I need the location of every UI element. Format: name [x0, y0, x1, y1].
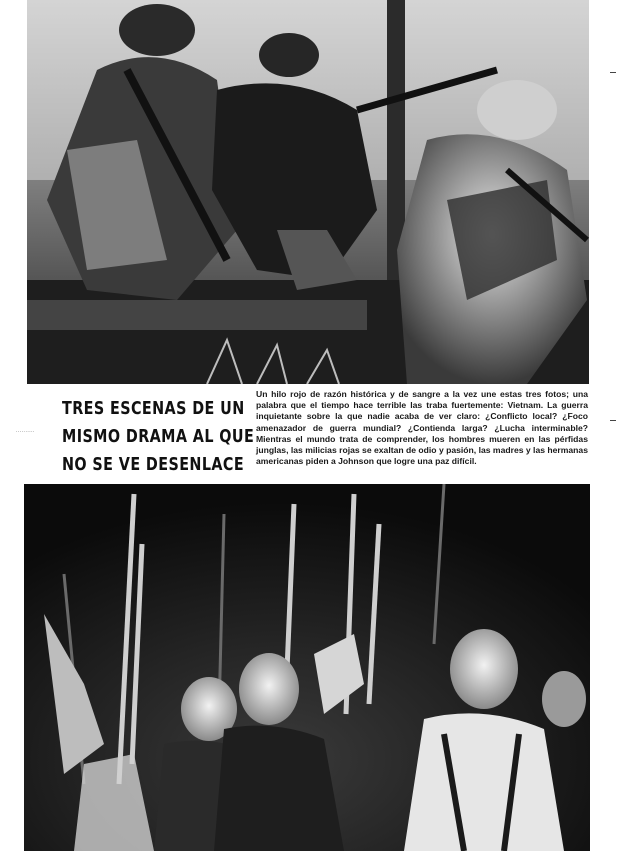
- margin-tick: [610, 72, 616, 73]
- headline-line-1: TRES ESCENAS DE UN: [62, 399, 245, 419]
- margin-tick: [610, 420, 616, 421]
- body-text: Un hilo rojo de razón histórica y de sangre a la vez une estas tres fotos; una palabra que el tiempo hace terrible las traba fuertemente: Vietnam. La guerra inquietante sobre la que nadie acaba de ver claro: ¿Conflicto local? ¿Foco amenazador de guerra mundial? ¿Contienda larga? ¿Lucha interminable? Mientras el mundo trata de comprender, los hombres mueren en las pérfidas junglas, las milicias rojas se exaltan de odio y pasión, las madres y las hermanas americanas piden a Johnson que logre una paz difícil.: [256, 389, 588, 467]
- page-margin-right: [598, 0, 620, 851]
- headline-line-3: NO SE VE DESENLACE: [62, 455, 245, 475]
- headline-line-2: MISMO DRAMA AL QUE: [62, 427, 255, 447]
- bottom-photo: [24, 484, 590, 851]
- headline: [62, 395, 255, 479]
- top-photo-image: [27, 0, 589, 384]
- margin-note: ..........: [16, 428, 35, 434]
- top-photo: [27, 0, 589, 384]
- bottom-photo-image: [24, 484, 590, 851]
